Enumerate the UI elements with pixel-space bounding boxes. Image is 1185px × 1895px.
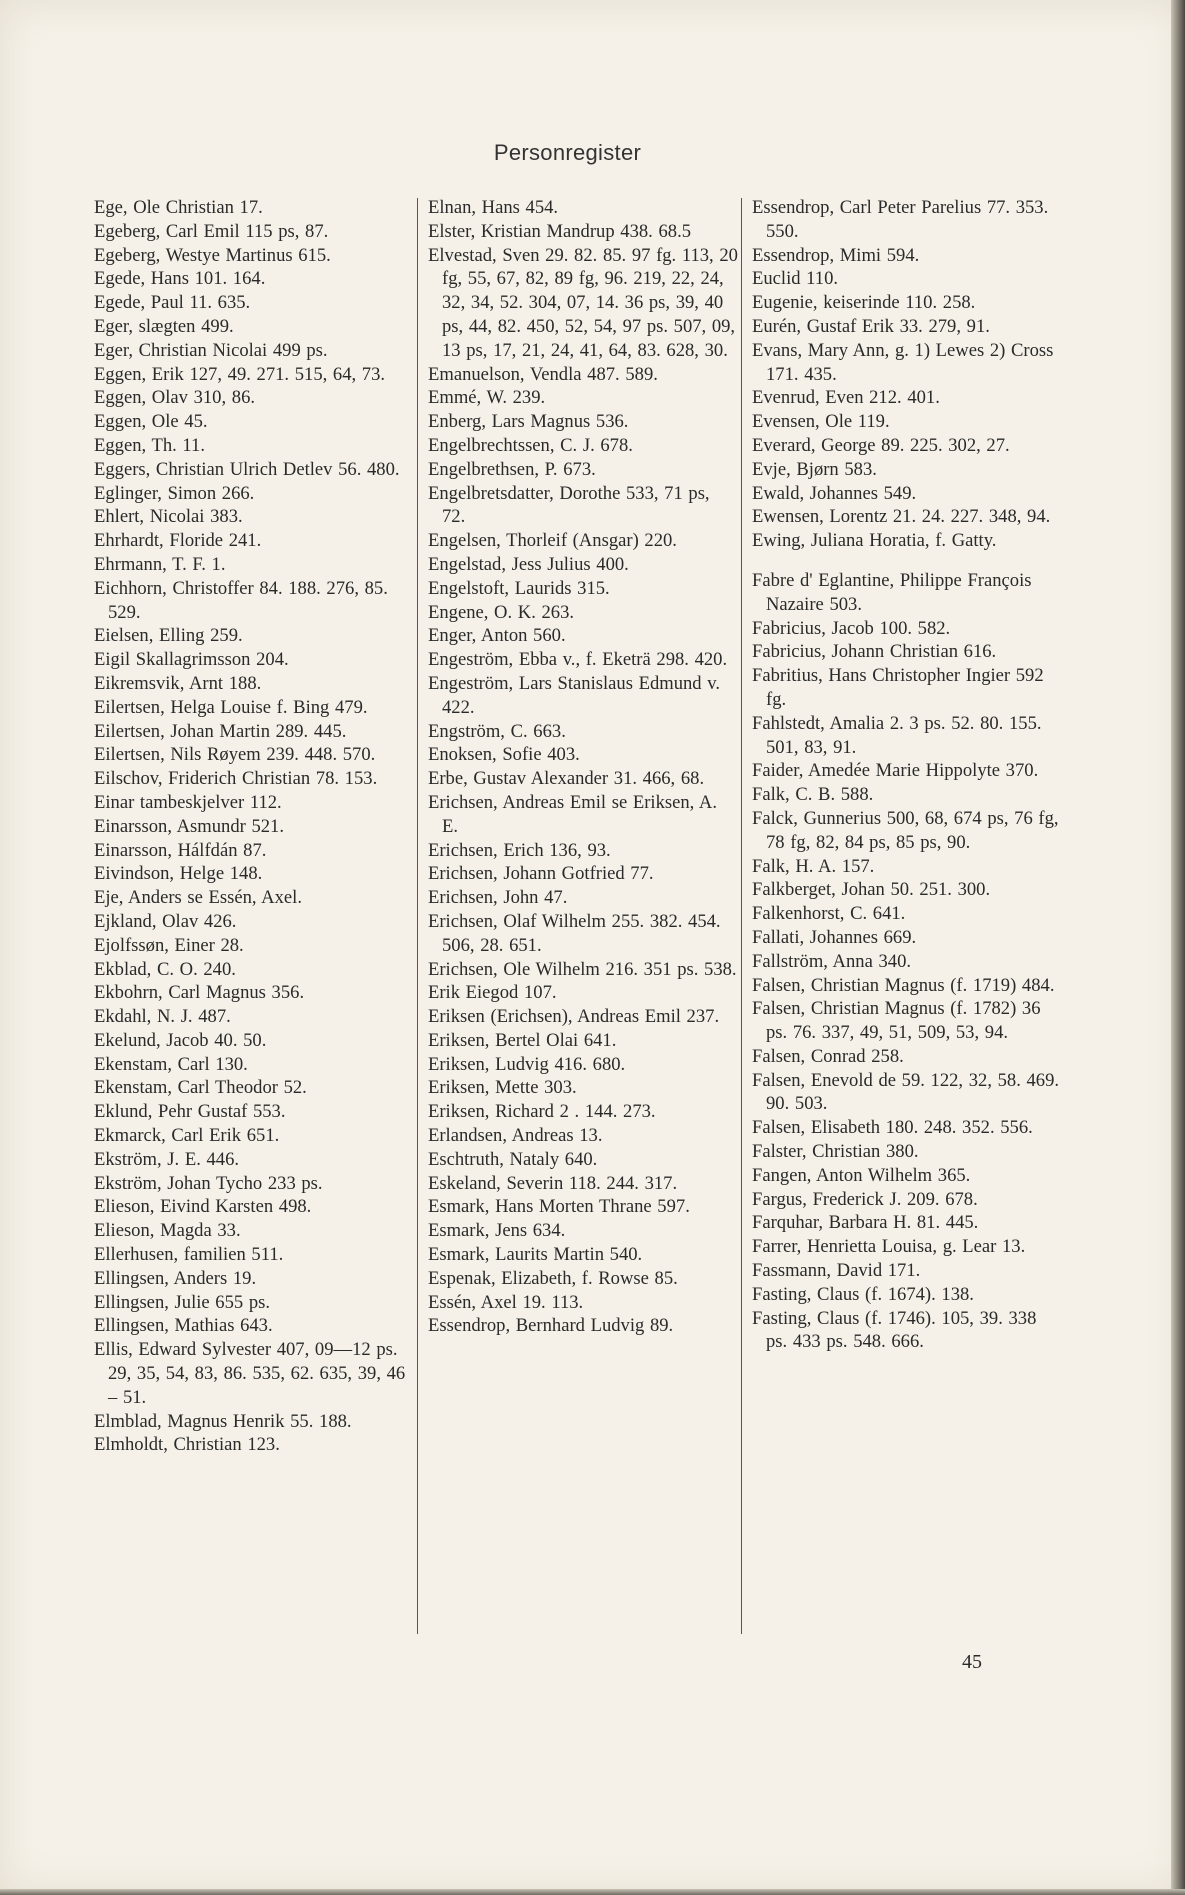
index-entry: Esmark, Laurits Martin 540. (428, 1244, 643, 1266)
index-entry: Fahlstedt, Amalia 2. 3 ps. 52. 80. 155. 501, 83, 91. (752, 712, 1042, 758)
index-entry: Einar tambeskjelver 112. (94, 791, 282, 813)
index-entry: Engelstad, Jess Julius 400. (428, 553, 629, 575)
index-entry: Engelbretsdatter, Dorothe 533, 71 ps, 72. (428, 482, 710, 528)
index-entry: Erlandsen, Andreas 13. (428, 1125, 603, 1147)
index-entry: Ellerhusen, familien 511. (94, 1244, 284, 1266)
index-entry: Erichsen, John 47. (428, 887, 568, 909)
index-entry: Engene, O. K. 263. (428, 601, 575, 623)
index-entry: Eilertsen, Nils Røyem 239. 448. 570. (94, 744, 376, 766)
index-entry: Eriksen, Mette 303. (428, 1077, 577, 1099)
index-entry: Ewensen, Lorentz 21. 24. 227. 348, 94. (752, 506, 1051, 528)
index-entry: Egede, Paul 11. 635. (94, 292, 251, 314)
index-entry: Fabre d' Eglantine, Philippe François Nazaire 503. (752, 569, 1032, 615)
index-entry: Einarsson, Hálfdán 87. (94, 839, 267, 861)
index-entry: Engelsen, Thorleif (Ansgar) 220. (428, 530, 677, 552)
index-entry: Ekmarck, Carl Erik 651. (94, 1125, 280, 1147)
index-entry: Farquhar, Barbara H. 81. 445. (752, 1212, 979, 1234)
index-entry: Ellingsen, Mathias 643. (94, 1315, 273, 1337)
index-entry: Enberg, Lars Magnus 536. (428, 411, 629, 433)
index-column-3 (752, 196, 1062, 1354)
index-entry: Eskeland, Severin 118. 244. 317. (428, 1172, 678, 1194)
index-entry: Fabricius, Johann Christian 616. (752, 641, 997, 663)
index-entry: Engelbrechtssen, C. J. 678. (428, 434, 633, 456)
index-entry: Evje, Bjørn 583. (752, 458, 877, 480)
index-entry: Fabritius, Hans Christopher Ingier 592 fg. (752, 665, 1044, 710)
index-entry: Engelbrethsen, P. 673. (428, 458, 596, 480)
index-entry: Essendrop, Mimi 594. (752, 244, 920, 266)
index-entry: Elieson, Eivind Karsten 498. (94, 1196, 312, 1218)
index-entry: Ejolfssøn, Einer 28. (94, 934, 244, 956)
index-entry: Engström, C. 663. (428, 720, 566, 742)
index-entry: Eielsen, Elling 259. (94, 625, 243, 647)
column-divider (741, 198, 742, 1634)
index-entry: Eilschov, Friderich Christian 78. 153. (94, 768, 378, 790)
index-entry: Fargus, Frederick J. 209. 678. (752, 1188, 978, 1210)
index-entry: Essendrop, Carl Peter Parelius 77. 353. 550. (752, 197, 1049, 242)
index-entry: Eje, Anders se Essén, Axel. (94, 887, 302, 909)
index-entry: Falkberget, Johan 50. 251. 300. (752, 879, 991, 901)
index-entry: Falsen, Elisabeth 180. 248. 352. 556. (752, 1117, 1033, 1139)
index-entry: Engeström, Lars Stanislaus Edmund v. 422. (428, 672, 720, 718)
index-entry: Erbe, Gustav Alexander 31. 466, 68. (428, 768, 705, 790)
index-entry: Ellis, Edward Sylvester 407, 09—12 ps. 29, 35, 54, 83, 86. 535, 62. 635, 39, 46 – 51. (94, 1339, 406, 1408)
index-entry: Elmholdt, Christian 123. (94, 1434, 280, 1456)
index-entry: Eriksen, Richard 2 . 144. 273. (428, 1101, 656, 1123)
index-entry: Falk, H. A. 157. (752, 855, 875, 877)
index-column-1 (94, 196, 406, 1457)
index-entry: Ekdahl, N. J. 487. (94, 1006, 231, 1028)
index-entry: Elster, Kristian Mandrup 438. 68.5 (428, 220, 692, 242)
index-entry: Eger, Christian Nicolai 499 ps. (94, 339, 328, 361)
index-entry: Eggen, Erik 127, 49. 271. 515, 64, 73. (94, 363, 386, 385)
index-entry: Eilertsen, Helga Louise f. Bing 479. (94, 696, 368, 718)
page-edge-right (1171, 0, 1185, 1895)
index-entry: Ekbohrn, Carl Magnus 356. (94, 982, 305, 1004)
index-entry: Ewald, Johannes 549. (752, 482, 917, 504)
index-entry: Everard, George 89. 225. 302, 27. (752, 434, 1010, 456)
index-entry: Ekelund, Jacob 40. 50. (94, 1029, 267, 1051)
index-entry: Enoksen, Sofie 403. (428, 744, 580, 766)
index-entry: Emanuelson, Vendla 487. 589. (428, 363, 658, 385)
index-entry: Fabricius, Jacob 100. 582. (752, 617, 951, 639)
index-entry: Falsen, Enevold de 59. 122, 32, 58. 469. 90. 503. (752, 1069, 1060, 1115)
index-entry: Engeström, Ebba v., f. Eketrä 298. 420. (428, 649, 728, 671)
index-entry: Eigil Skallagrimsson 204. (94, 649, 289, 671)
index-entry: Falck, Gunnerius 500, 68, 674 ps, 76 fg, 78 fg, 82, 84 ps, 85 ps, 90. (752, 807, 1059, 853)
index-entry: Espenak, Elizabeth, f. Rowse 85. (428, 1267, 678, 1289)
index-entry: Esmark, Hans Morten Thrane 597. (428, 1196, 690, 1218)
index-entry: Eivindson, Helge 148. (94, 863, 263, 885)
index-entry: Egeberg, Westye Martinus 615. (94, 244, 331, 266)
index-entry: Fasting, Claus (f. 1674). 138. (752, 1283, 974, 1305)
index-entry: Eugenie, keiserinde 110. 258. (752, 292, 976, 314)
index-entry: Ellingsen, Anders 19. (94, 1267, 257, 1289)
index-entry: Euclid 110. (752, 268, 839, 290)
index-entry: Ehlert, Nicolai 383. (94, 506, 243, 528)
index-entry: Ekblad, C. O. 240. (94, 958, 236, 980)
index-entry: Erichsen, Olaf Wilhelm 255. 382. 454. 506, 28. 651. (428, 910, 721, 956)
index-entry: Farrer, Henrietta Louisa, g. Lear 13. (752, 1236, 1026, 1258)
column-divider (417, 198, 418, 1634)
index-entry: Eklund, Pehr Gustaf 553. (94, 1101, 286, 1123)
index-entry: Falsen, Christian Magnus (f. 1719) 484. (752, 974, 1055, 996)
index-entry: Eilertsen, Johan Martin 289. 445. (94, 720, 347, 742)
index-entry: Eglinger, Simon 266. (94, 482, 255, 504)
index-entry: Evans, Mary Ann, g. 1) Lewes 2) Cross 171. 435. (752, 339, 1054, 385)
page-edge-bottom (0, 1889, 1185, 1895)
index-entry: Ege, Ole Christian 17. (94, 197, 263, 218)
index-entry: Eschtruth, Nataly 640. (428, 1148, 598, 1170)
index-entry: Eggers, Christian Ulrich Detlev 56. 480. (94, 458, 400, 480)
index-entry: Eichhorn, Christoffer 84. 188. 276, 85. 529. (94, 577, 388, 623)
index-entry: Ewing, Juliana Horatia, f. Gatty. (752, 530, 997, 552)
index-entry: Erichsen, Johann Gotfried 77. (428, 863, 654, 885)
index-entry: Ehrmann, T. F. 1. (94, 553, 226, 575)
index-entry: Enger, Anton 560. (428, 625, 566, 647)
index-entry: Ekenstam, Carl Theodor 52. (94, 1077, 307, 1099)
index-entry: Falkenhorst, C. 641. (752, 903, 906, 925)
index-entry: Evenrud, Even 212. 401. (752, 387, 940, 409)
index-entry: Esmark, Jens 634. (428, 1220, 566, 1242)
index-entry: Falk, C. B. 588. (752, 784, 874, 806)
index-entry: Fassmann, David 171. (752, 1260, 921, 1282)
index-entry: Eurén, Gustaf Erik 33. 279, 91. (752, 315, 990, 337)
index-column-2 (428, 196, 738, 1338)
page-title: Personregister (493, 140, 642, 165)
index-entry: Ekenstam, Carl 130. (94, 1053, 248, 1075)
index-entry: Elmblad, Magnus Henrik 55. 188. (94, 1410, 352, 1432)
index-entry: Eriksen, Ludvig 416. 680. (428, 1053, 626, 1075)
index-entry: Falsen, Christian Magnus (f. 1782) 36 ps. 76. 337, 49, 51, 509, 53, 94. (752, 998, 1041, 1044)
index-entry: Fangen, Anton Wilhelm 365. (752, 1164, 971, 1186)
index-entry: Essén, Axel 19. 113. (428, 1291, 584, 1313)
index-entry: Elieson, Magda 33. (94, 1220, 241, 1242)
index-entry: Ejkland, Olav 426. (94, 910, 237, 932)
index-entry: Erichsen, Andreas Emil se Eriksen, A. E. (428, 791, 718, 837)
index-entry: Eggen, Ole 45. (94, 411, 208, 433)
index-entry: Engelstoft, Laurids 315. (428, 577, 610, 599)
index-entry: Erichsen, Ole Wilhelm 216. 351 ps. 538. (428, 958, 737, 980)
page-number: 45 (962, 1651, 982, 1673)
index-entry: Ellingsen, Julie 655 ps. (94, 1291, 271, 1313)
index-entry: Erichsen, Erich 136, 93. (428, 839, 611, 861)
index-entry: Elnan, Hans 454. (428, 197, 559, 218)
index-entry: Eger, slægten 499. (94, 315, 234, 337)
index-entry: Fallström, Anna 340. (752, 950, 912, 972)
index-entry: Eriksen (Erichsen), Andreas Emil 237. (428, 1006, 720, 1028)
index-entry: Fasting, Claus (f. 1746). 105, 39. 338 ps. 433 ps. 548. 666. (752, 1307, 1037, 1353)
index-entry: Egede, Hans 101. 164. (94, 268, 266, 290)
index-entry: Falster, Christian 380. (752, 1141, 919, 1163)
index-entry: Fallati, Johannes 669. (752, 926, 917, 948)
index-entry: Ehrhardt, Floride 241. (94, 530, 262, 552)
index-entry: Egeberg, Carl Emil 115 ps, 87. (94, 220, 329, 242)
index-entry: Falsen, Conrad 258. (752, 1045, 904, 1067)
index-entry: Emmé, W. 239. (428, 387, 546, 409)
index-entry: Elvestad, Sven 29. 82. 85. 97 fg. 113, 20 fg, 55, 67, 82, 89 fg, 96. 219, 22, 24, 32, 34, 52. 304, 07, 14. 36 ps, 39, 40 ps, 44, 82. 450, 52, 54, 97 ps. 507, 09, 13 ps, 17, 21, 24, 41, 64, 83. 628, 30. (428, 244, 738, 361)
index-entry: Einarsson, Asmundr 521. (94, 815, 284, 837)
index-entry: Ekström, J. E. 446. (94, 1148, 240, 1170)
index-entry: Evensen, Ole 119. (752, 411, 890, 433)
index-entry: Eriksen, Bertel Olai 641. (428, 1029, 617, 1051)
index-entry: Faider, Amedée Marie Hippolyte 370. (752, 760, 1039, 782)
index-entry: Eggen, Th. 11. (94, 434, 205, 456)
index-entry: Eggen, Olav 310, 86. (94, 387, 256, 409)
index-entry: Erik Eiegod 107. (428, 982, 557, 1004)
index-entry: Eikremsvik, Arnt 188. (94, 672, 262, 694)
index-entry: Ekström, Johan Tycho 233 ps. (94, 1172, 323, 1194)
index-entry: Essendrop, Bernhard Ludvig 89. (428, 1315, 674, 1337)
